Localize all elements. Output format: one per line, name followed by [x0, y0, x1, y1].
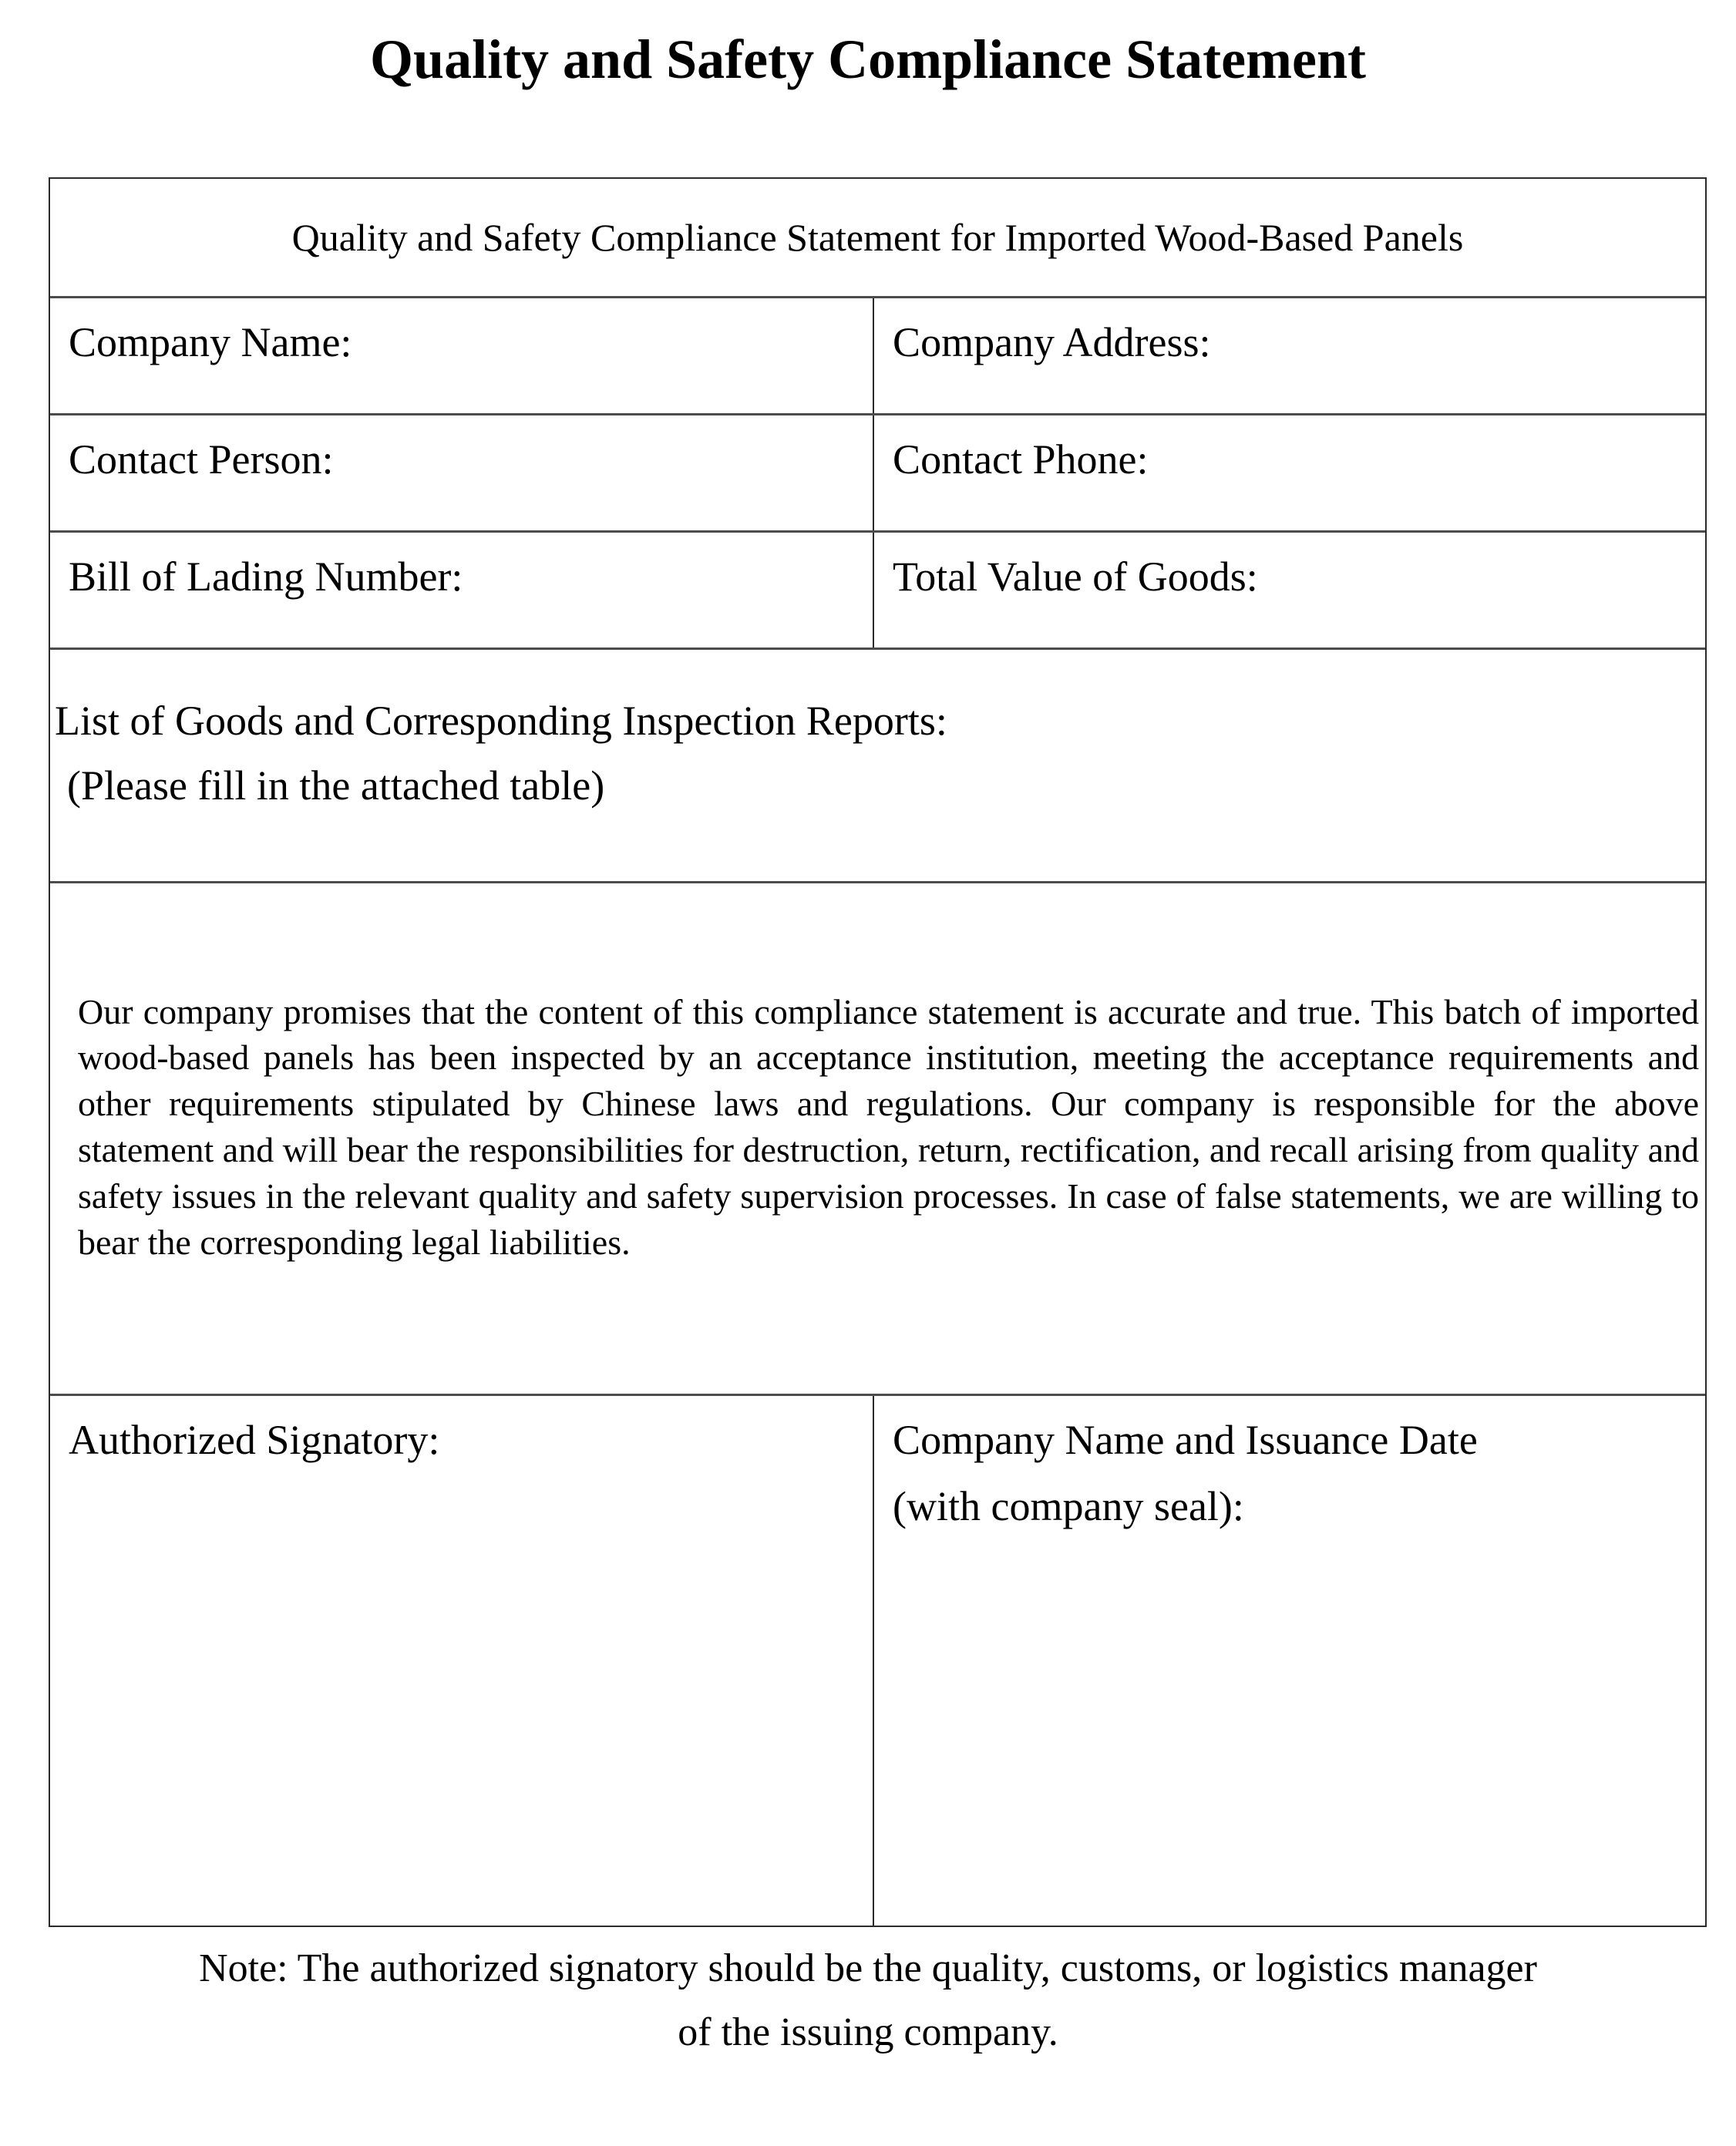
goods-section-cell — [50, 648, 1705, 881]
goods-section-line-2: (Please fill in the attached table) — [67, 762, 605, 809]
total-value-cell — [873, 533, 1705, 648]
compliance-form-table — [49, 177, 1707, 1927]
bill-of-lading-cell — [50, 533, 873, 648]
company-seal-cell — [873, 1396, 1705, 1926]
contact-person-label: Contact Person: — [69, 436, 334, 483]
lading-row — [50, 530, 1705, 648]
footer-note-text: Note: The authorized signatory should be the quality, customs, or logistics manager of the issuing company. — [199, 1946, 1537, 2055]
authorized-signatory-label: Authorized Signatory: — [69, 1417, 440, 1463]
contact-person-cell — [50, 415, 873, 530]
signature-row — [50, 1394, 1705, 1926]
company-address-label: Company Address: — [893, 319, 1211, 365]
goods-section-line-1: List of Goods and Corresponding Inspection Reports: — [55, 698, 947, 745]
form-header-title: Quality and Safety Compliance Statement for Imported Wood-Based Panels — [291, 216, 1464, 259]
statement-cell — [50, 881, 1705, 1394]
contact-phone-label: Contact Phone: — [893, 436, 1149, 483]
total-value-label: Total Value of Goods: — [893, 553, 1258, 600]
form-header-row — [50, 179, 1705, 296]
company-name-cell — [50, 298, 873, 413]
company-seal-line-2: (with company seal): — [893, 1483, 1244, 1530]
company-seal-line-1: Company Name and Issuance Date — [893, 1417, 1478, 1463]
company-address-cell — [873, 298, 1705, 413]
contact-row — [50, 413, 1705, 530]
page-title: Quality and Safety Compliance Statement — [370, 29, 1366, 90]
bill-of-lading-label: Bill of Lading Number: — [69, 553, 463, 600]
company-name-label: Company Name: — [69, 319, 352, 365]
footer-note — [0, 1936, 1736, 2064]
statement-paragraph: Our company promises that the content of this compliance statement is accurate and true. This batch of imported wood-based panels has been inspected by an acceptance institution, meeting the acceptance requirements and other requirements stipulated by Chinese laws and regulations. Our company is responsible for the above statement and will bear the responsibilities for destruction, return, rectification, and recall arising from quality and safety issues in the relevant quality and safety supervision processes. In case of false statements, we are willing to bear the corresponding legal liabilities. — [78, 991, 1699, 1262]
contact-phone-cell — [873, 415, 1705, 530]
authorized-signatory-cell — [50, 1396, 873, 1926]
company-row — [50, 296, 1705, 413]
